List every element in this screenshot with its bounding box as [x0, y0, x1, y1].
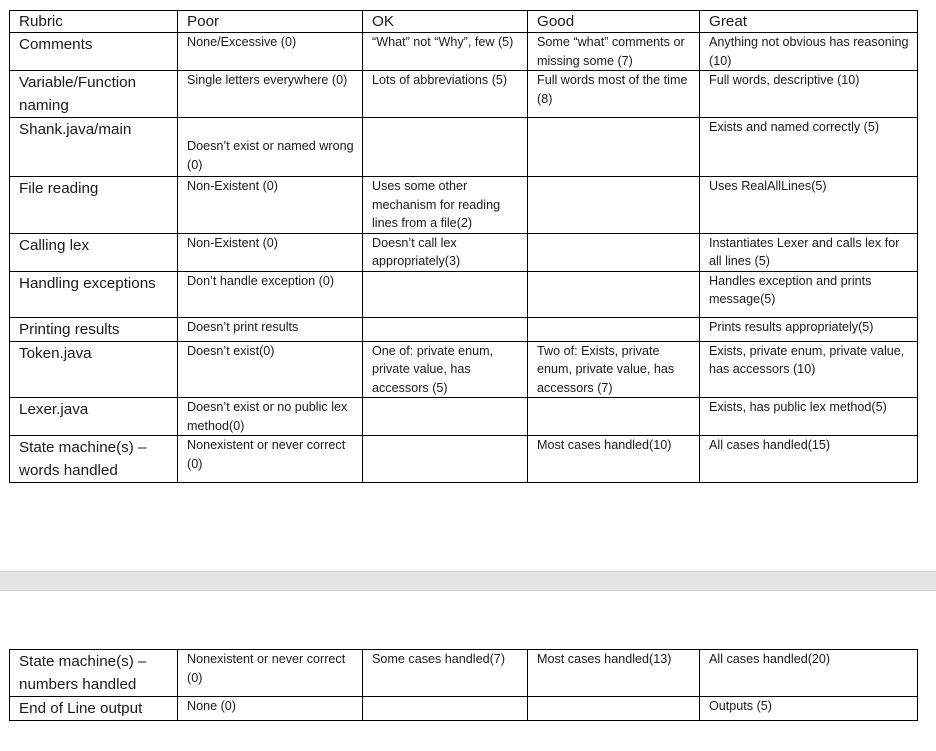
- poor-cell: [178, 118, 363, 177]
- criterion-cell: Lexer.java: [10, 398, 178, 436]
- good-cell: [528, 398, 700, 436]
- ok-cell: One of: private enum, private value, has accessors (5): [363, 341, 528, 398]
- poor-cell-text: Doesn’t exist or named wrong (0): [187, 139, 354, 172]
- poor-cell: Nonexistent or never correct (0): [178, 650, 363, 697]
- great-cell: Full words, descriptive (10): [700, 71, 918, 118]
- poor-cell: Nonexistent or never correct (0): [178, 436, 363, 483]
- great-cell: Uses RealAllLines(5): [700, 177, 918, 234]
- criterion-cell: Handling exceptions: [10, 271, 178, 317]
- great-cell: Handles exception and prints message(5): [700, 271, 918, 317]
- great-cell: Anything not obvious has reasoning (10): [700, 33, 918, 71]
- poor-cell: Non-Existent (0): [178, 177, 363, 234]
- great-cell: Outputs (5): [700, 697, 918, 721]
- ok-cell: Lots of abbreviations (5): [363, 71, 528, 118]
- good-cell: [528, 118, 700, 177]
- ok-cell: [363, 118, 528, 177]
- table-row: [10, 233, 918, 271]
- table-row: [10, 697, 918, 721]
- criterion-cell: Calling lex: [10, 233, 178, 271]
- poor-cell: Don’t handle exception (0): [178, 271, 363, 317]
- ok-cell: [363, 697, 528, 721]
- header-good: Good: [528, 11, 700, 33]
- poor-cell: Doesn’t exist(0): [178, 341, 363, 398]
- great-cell: Instantiates Lexer and calls lex for all lines (5): [700, 233, 918, 271]
- table-row: [10, 71, 918, 118]
- criterion-cell: Shank.java/main: [10, 118, 178, 177]
- poor-cell: Doesn’t print results: [178, 317, 363, 341]
- great-cell: Exists and named correctly (5): [700, 118, 918, 177]
- criterion-cell: Comments: [10, 33, 178, 71]
- good-cell: Most cases handled(10): [528, 436, 700, 483]
- ok-cell: Doesn’t call lex appropriately(3): [363, 233, 528, 271]
- good-cell: [528, 177, 700, 234]
- criterion-cell: Variable/Function naming: [10, 71, 178, 118]
- criterion-cell: Printing results: [10, 317, 178, 341]
- great-cell: All cases handled(15): [700, 436, 918, 483]
- good-cell: [528, 697, 700, 721]
- ok-cell: [363, 271, 528, 317]
- good-cell: Some “what” comments or missing some (7): [528, 33, 700, 71]
- table-row: [10, 650, 918, 697]
- table-row: [10, 33, 918, 71]
- table-row: [10, 436, 918, 483]
- criterion-cell: State machine(s) – words handled: [10, 436, 178, 483]
- poor-cell: Single letters everywhere (0): [178, 71, 363, 118]
- criterion-cell: Token.java: [10, 341, 178, 398]
- table-row: [10, 118, 918, 177]
- good-cell: [528, 317, 700, 341]
- ok-cell: Some cases handled(7): [363, 650, 528, 697]
- table-row: [10, 271, 918, 317]
- good-cell: [528, 271, 700, 317]
- table-row: [10, 317, 918, 341]
- great-cell: Prints results appropriately(5): [700, 317, 918, 341]
- header-rubric: Rubric: [10, 11, 178, 33]
- great-cell: All cases handled(20): [700, 650, 918, 697]
- header-ok: OK: [363, 11, 528, 33]
- good-cell: [528, 233, 700, 271]
- table-row: [10, 398, 918, 436]
- ok-cell: Uses some other mechanism for reading lines from a file(2): [363, 177, 528, 234]
- good-cell: Two of: Exists, private enum, private value, has accessors (7): [528, 341, 700, 398]
- table-row: [10, 341, 918, 398]
- great-cell: Exists, has public lex method(5): [700, 398, 918, 436]
- ok-cell: [363, 436, 528, 483]
- poor-cell: None/Excessive (0): [178, 33, 363, 71]
- poor-cell: Doesn’t exist or no public lex method(0): [178, 398, 363, 436]
- ok-cell: [363, 398, 528, 436]
- criterion-cell: File reading: [10, 177, 178, 234]
- header-row: [10, 11, 918, 33]
- header-poor: Poor: [178, 11, 363, 33]
- rubric-table-continued: [9, 649, 918, 721]
- good-cell: Full words most of the time (8): [528, 71, 700, 118]
- good-cell: Most cases handled(13): [528, 650, 700, 697]
- poor-cell: Non-Existent (0): [178, 233, 363, 271]
- header-great: Great: [700, 11, 918, 33]
- page-break-divider: [0, 571, 936, 591]
- criterion-cell: End of Line output: [10, 697, 178, 721]
- criterion-cell: State machine(s) – numbers handled: [10, 650, 178, 697]
- rubric-table: [9, 10, 918, 483]
- table-row: [10, 177, 918, 234]
- great-cell: Exists, private enum, private value, has accessors (10): [700, 341, 918, 398]
- ok-cell: [363, 317, 528, 341]
- poor-cell: None (0): [178, 697, 363, 721]
- ok-cell: “What” not “Why”, few (5): [363, 33, 528, 71]
